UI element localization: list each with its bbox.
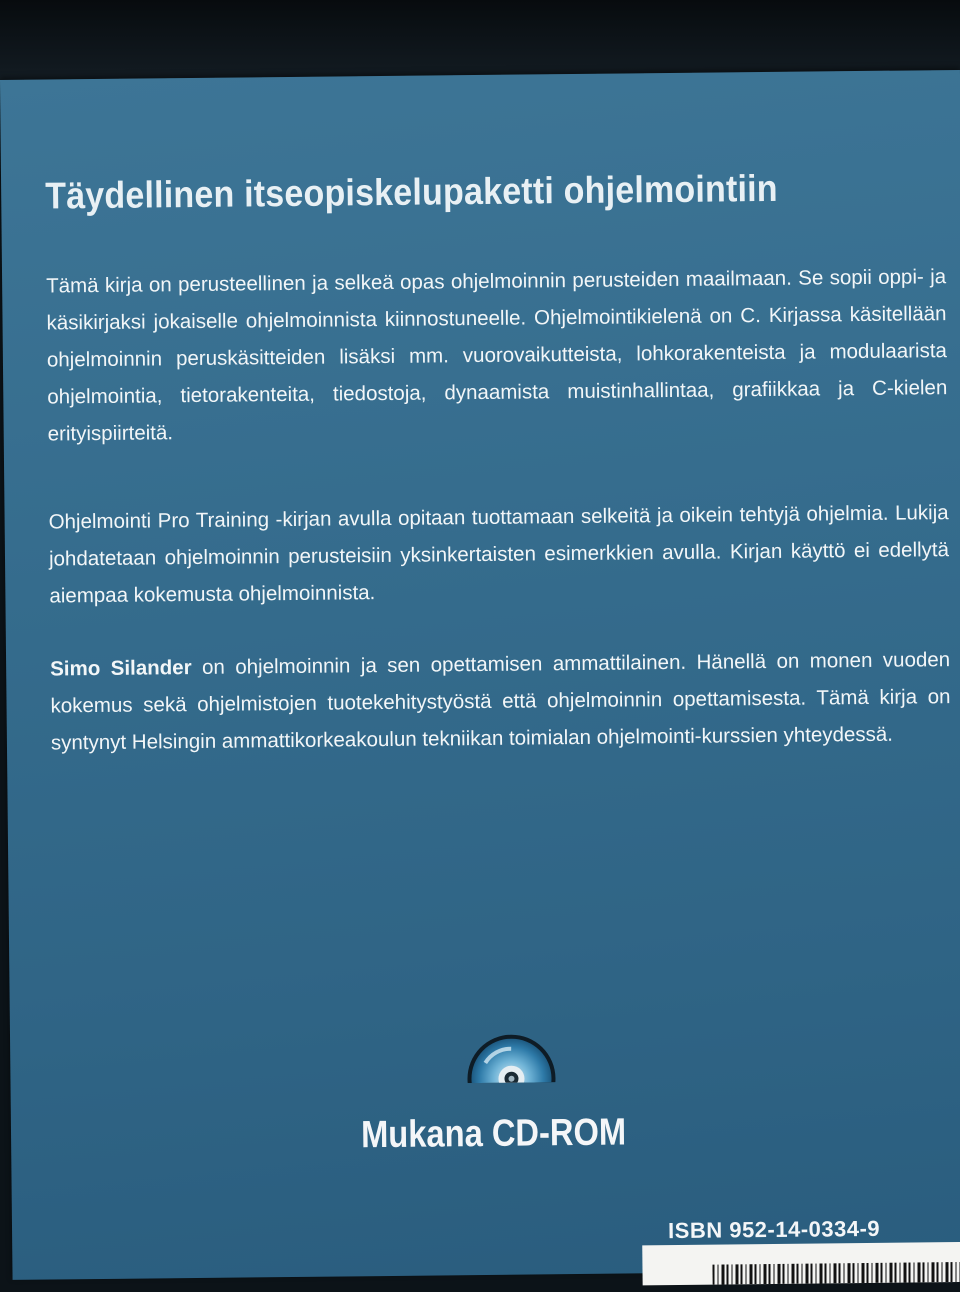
cover-headline: Täydellinen itseopiskelupaketti ohjelmointiin [45, 167, 778, 218]
author-bio: on ohjelmoinnin ja sen opettamisen ammattilainen. Hänellä on monen vuoden kokemus sekä ohjelmistojen tuotekehitystyöstä että ohjelmoinnin opettamisesta. Tämä kirja on syntynyt Helsingin ammattikorkeakoulun tekniikan toimialan ohjelmointi-kurssien yhteydessä. [50, 647, 951, 755]
training-paragraph: Ohjelmointi Pro Training -kirjan avulla opitaan tuottamaan selkeitä ja oikein tehtyjä ohjelmia. Lukija johdatetaan ohjelmoinnin perusteisiin yksinkertaisten esimerkkien avulla. Kirjan käyttö ei edellytä aiempaa kokemusta ohjelmoinnista. [48, 500, 950, 608]
isbn-label: ISBN 952-14-0334-9 [667, 1215, 881, 1244]
barcode [642, 1242, 960, 1286]
barcode-bars [712, 1262, 960, 1285]
description-paragraph: Tämä kirja on perusteellinen ja selkeä opas ohjelmoinnin perusteiden maailmaan. Se sopii oppi- ja käsikirjaksi jokaiselle ohjelmoinnista kiinnostuneelle. Ohjelmointikielenä on C. Kirjassa käsitellään ohjelmoinnin peruskäsitteiden lisäksi mm. vuorovaikutteista, lohkorakenteista ja modulaarista ohjelmointia, tietorakenteita, tiedostoja, dynaamista muistinhallintaa, grafiikkaa ja C-kielen erityispiirteitä. [46, 264, 948, 446]
cdrom-label: Mukana CD-ROM [360, 1111, 627, 1157]
cd-disc-icon [465, 1032, 558, 1083]
book-back-cover [0, 70, 960, 1280]
author-paragraph [50, 641, 951, 761]
author-name: Simo Silander [50, 655, 192, 681]
